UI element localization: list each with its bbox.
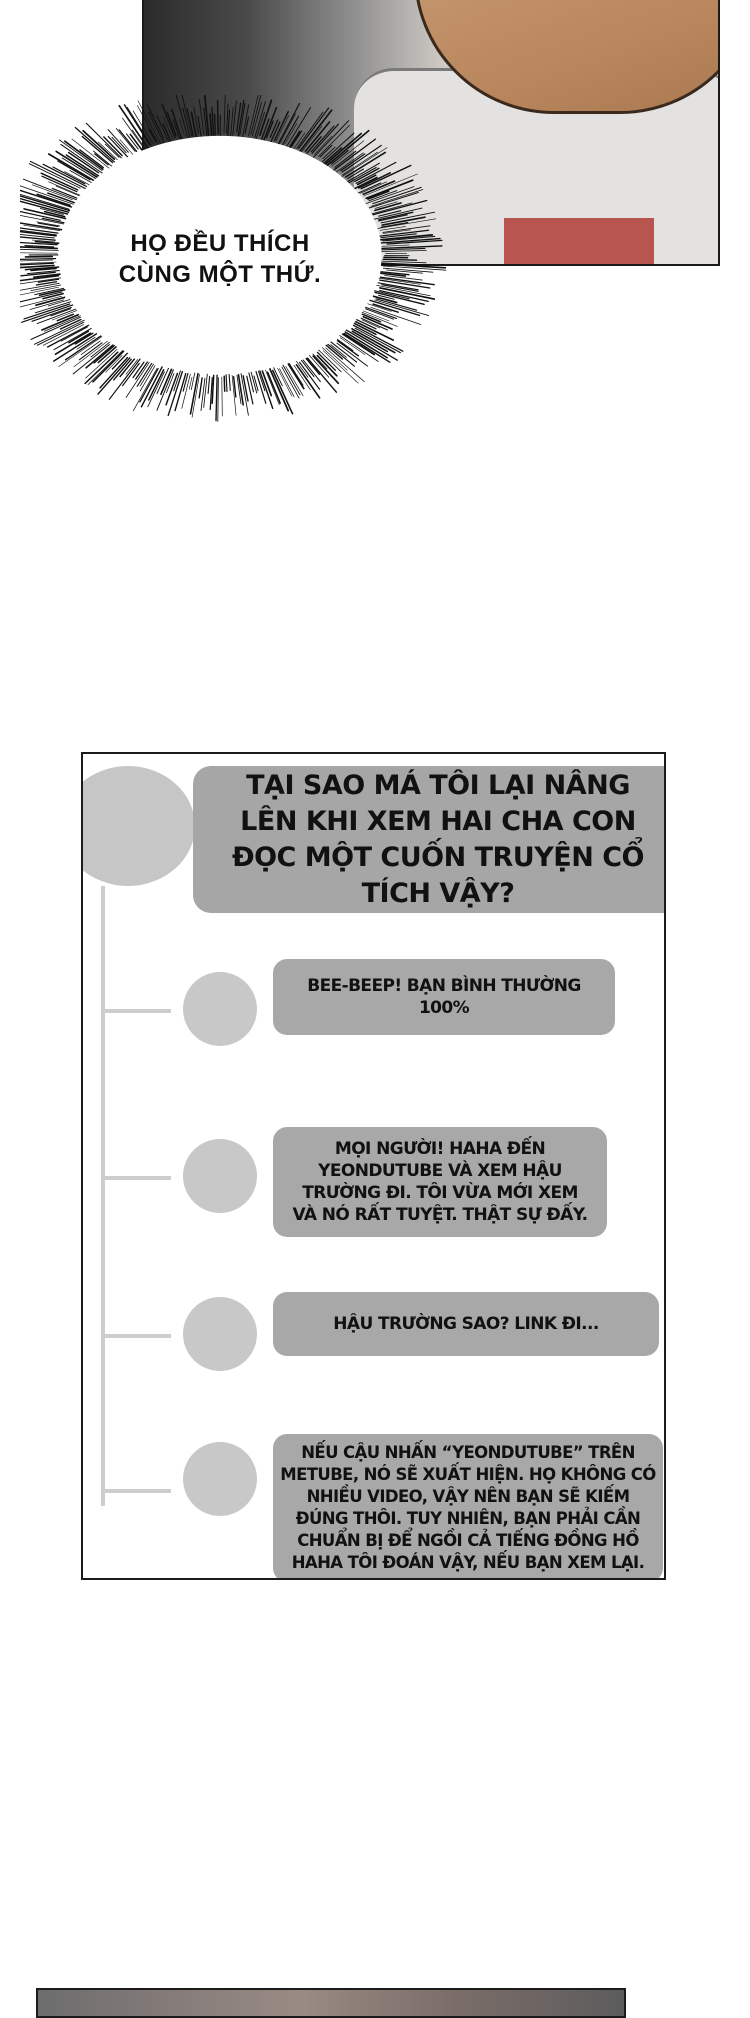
burst-spike xyxy=(137,106,159,145)
reply-avatar xyxy=(183,972,257,1046)
burst-spike xyxy=(275,112,289,141)
burst-spike xyxy=(287,108,311,147)
burst-spike xyxy=(212,107,214,134)
reply-connector xyxy=(101,1334,171,1338)
burst-spike xyxy=(208,377,210,394)
burst-spike xyxy=(218,101,219,134)
burst-spike xyxy=(210,114,212,135)
burst-spike xyxy=(126,362,150,398)
burst-spike xyxy=(65,172,90,186)
burst-spike xyxy=(224,376,225,391)
burst-caption: HỌ ĐỀU THÍCH CÙNG MỘT THỨ. xyxy=(100,228,340,290)
burst-spike xyxy=(20,260,53,261)
poster-avatar xyxy=(81,766,195,886)
burst-spike xyxy=(341,148,387,178)
burst-spike xyxy=(300,110,332,151)
burst-spike xyxy=(123,118,146,150)
reply-text: NẾU CẬU NHẤN “YEONDUTUBE” TRÊN METUBE, NÓ SẼ XUẤT HIỆN. HỌ KHÔNG CÓ NHIỀU VIDEO, VẬY NÊN BẠN SẼ KIẾM ĐÚNG THÔI. TUY NHIÊN, BẠN PHẢI CẦN CHUẨN BỊ ĐỂ NGỒI CẢ TIẾNG ĐỒNG HỒ HAHA TÔI ĐOÁN VẬY, NẾU BẠN XEM LẠI. xyxy=(280,1442,656,1574)
burst-spike xyxy=(322,348,347,371)
burst-spike xyxy=(48,325,89,347)
burst-spike xyxy=(371,307,421,324)
burst-spike xyxy=(218,378,219,422)
burst-spike xyxy=(43,164,86,186)
burst-spike xyxy=(381,251,426,252)
burst-spike xyxy=(191,372,195,390)
burst-spike xyxy=(172,109,182,140)
burst-spike xyxy=(224,95,225,133)
burst-spike xyxy=(215,114,216,135)
burst-spike xyxy=(383,259,416,260)
reply-connector xyxy=(101,1176,171,1180)
reply-text: BEE-BEEP! BẠN BÌNH THƯỜNG 100% xyxy=(294,975,594,1019)
burst-spike xyxy=(228,110,230,136)
post-text: TẠI SAO MÁ TÔI LẠI NÂNG LÊN KHI XEM HAI CHA CON ĐỌC MỘT CUỐN TRUYỆN CỔ TÍCH VẬY? xyxy=(223,768,653,912)
burst-spike xyxy=(98,358,130,394)
reply-text: HẬU TRƯỜNG SAO? LINK ĐI... xyxy=(291,1313,641,1335)
burst-spike xyxy=(373,187,421,203)
burst-spike xyxy=(108,130,128,153)
reply-avatar xyxy=(183,1442,257,1516)
burst-spike xyxy=(382,245,409,246)
next-manga-panel xyxy=(36,1988,626,2018)
burst-spike xyxy=(210,378,212,410)
burst-spike xyxy=(373,208,422,219)
burst-spike xyxy=(20,249,60,251)
burst-spike xyxy=(233,101,237,135)
burst-spike xyxy=(73,345,109,375)
reply-avatar xyxy=(183,1139,257,1213)
burst-spike xyxy=(20,259,56,260)
burst-spike xyxy=(229,375,230,391)
burst-spike xyxy=(289,364,303,386)
burst-spike xyxy=(379,212,413,220)
reply-bubble xyxy=(273,1434,663,1580)
reply-bubble xyxy=(273,1292,659,1356)
burst-spike xyxy=(149,112,165,143)
burst-spike xyxy=(222,377,223,416)
burst-spike xyxy=(216,375,217,420)
reply-connector xyxy=(101,1009,171,1013)
burst-spike xyxy=(280,369,295,397)
burst-spike xyxy=(162,105,175,138)
burst-spike xyxy=(119,106,147,148)
thread-connector xyxy=(101,886,105,1506)
burst-spike xyxy=(264,108,277,142)
burst-spike xyxy=(226,375,227,392)
reply-text: MỌI NGƯỜI! HAHA ĐẾN YEONDUTUBE VÀ XEM HẬU TRƯỜNG ĐI. TÔI VỪA MỚI XEM VÀ NÓ RẤT TUYỆT. THẬT SỰ ĐẤY. xyxy=(290,1138,590,1226)
post-bubble xyxy=(193,766,666,913)
burst-spike xyxy=(380,261,426,263)
reply-bubble xyxy=(273,1127,607,1237)
burst-spike xyxy=(381,246,442,249)
burst-spike xyxy=(199,378,202,398)
reply-connector xyxy=(101,1489,171,1493)
comment-thread-panel xyxy=(81,752,666,1580)
reply-avatar xyxy=(183,1297,257,1371)
burst-spike xyxy=(141,367,162,407)
reply-bubble xyxy=(273,959,615,1035)
burst-spike xyxy=(20,253,57,254)
burst-spike xyxy=(204,373,208,407)
burst-spike xyxy=(140,364,154,386)
